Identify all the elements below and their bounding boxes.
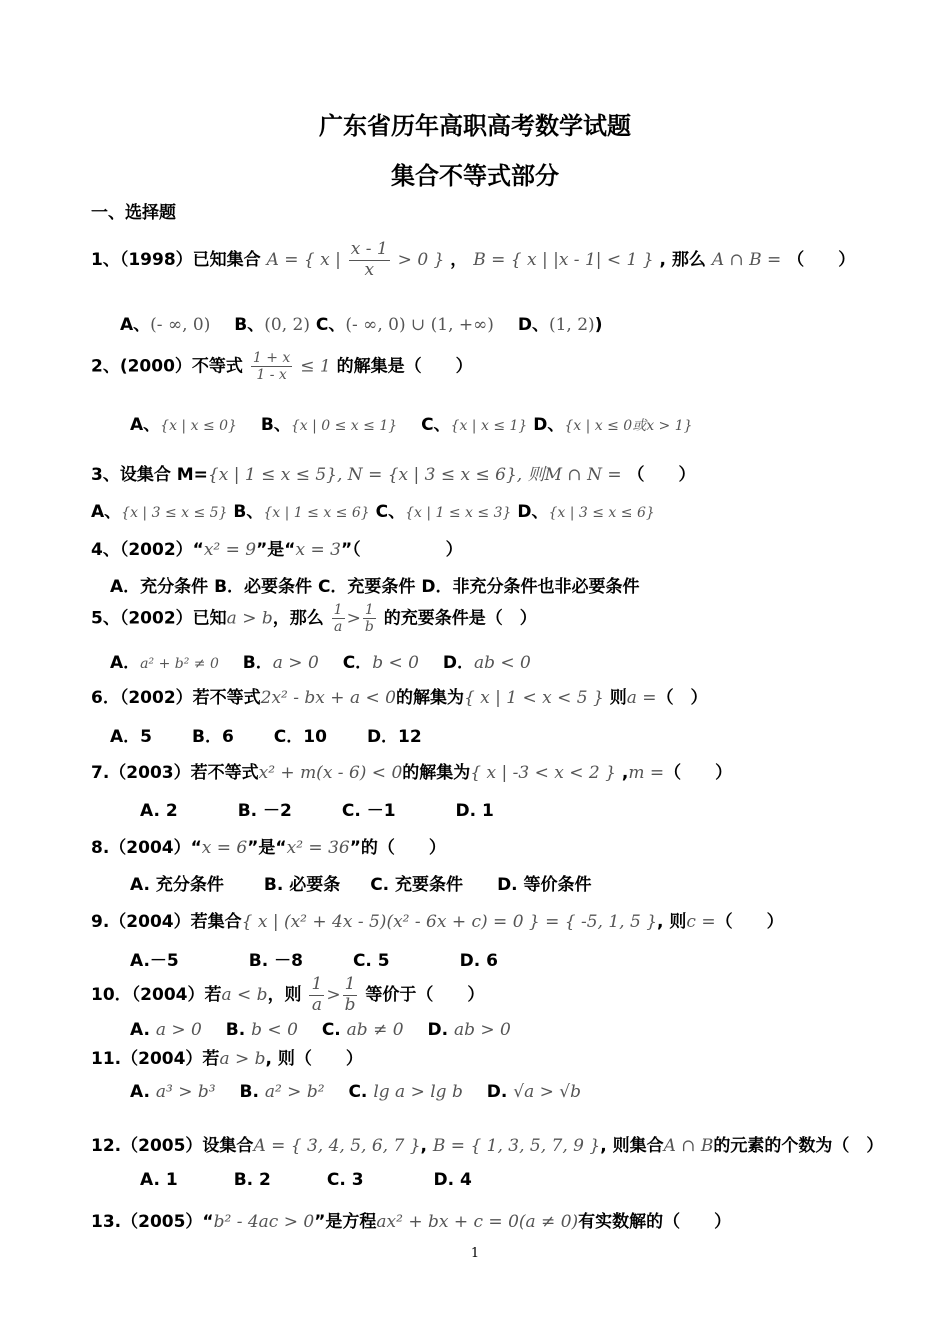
question-2-options [130,410,693,435]
q12-opt-b: B. 2 [233,1170,271,1190]
q9-prefix: 9.（2004）若集合 [91,912,242,932]
q6-mid: 的解集为 [395,688,464,708]
q8-opt-c: C. 充要条件 [370,875,464,895]
q6-math-1: 2x² - bx + a < 0 [260,688,396,708]
q1-paren: （ ） [787,250,856,271]
q4-mid: ”是“ [256,540,296,560]
q11-prefix: 11.（2004）若 [91,1049,220,1069]
q9-math-1: { x | (x² + 4x - 5)(x² - 6x + c) = 0 } = { -5, 1, 5 } [241,912,658,932]
question-8 [91,833,446,858]
q10-opt-a: a > 0 [155,1020,202,1040]
q4-math-1: x² = 9 [203,540,257,560]
q1-opt-c: (- ∞, 0) ∪ (1, +∞) [345,315,494,335]
q2-relation: ≤ 1 [300,356,331,377]
q6-opt-c: C．10 [273,727,327,747]
q10-frac1-num: 1 [311,974,323,994]
q5-gt: > [346,608,361,629]
question-9-options [130,946,498,971]
q10-opt-b: b < 0 [251,1020,298,1040]
q5-frac1-num: 1 [333,602,343,618]
q11-opt-c-label: C. [348,1082,368,1102]
q11-opt-b-label: B. [239,1082,259,1102]
q10-opt-a-label: A. [130,1020,150,1040]
q12-math-2: B = { 1, 3, 5, 7, 9 } [432,1136,601,1156]
q11-suffix: , 则（ ） [265,1049,363,1069]
question-10 [91,975,484,1015]
q12-opt-a: A. 1 [140,1170,178,1190]
question-10-options [130,1020,511,1040]
q3-opt-a-label: A、 [91,502,122,522]
q3-prefix: 3、设集合 M= [91,465,208,485]
q3-math: {x | 1 ≤ x ≤ 5}, N = {x | 3 ≤ x ≤ 6}, 则M ∩ N = [207,465,622,485]
q2-opt-c: {x | x ≤ 1} [450,418,528,434]
question-1 [91,240,855,280]
q1-frac-num: x - 1 [350,239,388,259]
q6-math-2: { x | 1 < x < 5 } [463,688,604,708]
q12-suffix: 的元素的个数为（ ） [713,1136,884,1156]
question-7-options [140,796,494,821]
question-4 [91,535,463,560]
q9-opt-c: C. 5 [352,951,390,971]
q2-frac-num: 1 + x [252,350,291,366]
q6-math-3: a = [626,688,657,708]
q2-opt-d: {x | x ≤ 0或x > 1} [564,418,693,434]
q5-suffix: 的充要条件是（ ） [383,608,537,629]
q11-opt-a: a³ > b³ [155,1082,216,1102]
question-6-options [110,722,422,747]
q5-opt-a: a² + b² ≠ 0 [140,656,219,672]
q10-frac2-num: 1 [344,974,356,994]
q1-opt-d: (1, 2) [548,315,595,335]
q5-opt-a-label: A． [110,653,141,673]
q10-suffix: 等价于（ ） [365,985,485,1006]
q4-prefix: 4、（2002）“ [91,540,204,560]
q13-math-1: b² - 4ac > 0 [213,1212,315,1232]
q2-opt-d-label: D、 [533,415,565,435]
q5-opt-c-label: C． [342,653,373,673]
q5-mid: ，那么 [272,608,324,629]
q7-math-2: { x | -3 < x < 2 } [470,763,616,783]
q10-opt-b-label: B. [225,1020,246,1040]
q1-set-b: B = { x | |x - 1| < 1 } [473,250,654,271]
q2-fraction [251,350,292,383]
q6-suffix: （ ） [656,688,708,708]
q3-opt-c-label: C、 [375,502,406,522]
question-5-options [110,648,531,673]
question-2 [91,350,473,383]
q9-opt-a: A.－5 [130,951,179,971]
q7-mid: 的解集为 [402,763,471,783]
q1-comma: ， [450,250,468,271]
q3-opt-b: {x | 1 ≤ x ≤ 6} [263,505,370,521]
question-11-options [130,1082,581,1102]
q7-opt-b: B. －2 [237,801,292,821]
q11-opt-d: √a > √b [513,1082,581,1102]
q9-math-2: c = [686,912,716,932]
q11-opt-d-label: D. [486,1082,508,1102]
q2-opt-a-label: A、 [130,415,161,435]
q8-opt-b: B. 必要条 [263,875,341,895]
question-7 [91,758,732,783]
q11-opt-a-label: A. [130,1082,150,1102]
question-12 [91,1131,883,1156]
q8-math-2: x² = 36 [286,838,350,858]
q1-opt-a: (- ∞, 0) [150,315,211,335]
q13-math-2: ax² + bx + c = 0(a ≠ 0) [376,1212,579,1232]
q2-suffix: 的解集是（ ） [336,356,473,377]
q1-opt-b: (0, 2) [264,315,310,335]
q12-mid-2: , 则集合 [600,1136,664,1156]
q12-mid: , [420,1136,427,1156]
q5-prefix: 5、（2002）已知 [91,608,227,629]
q1-set-a-pre: A = { x | [266,250,341,271]
question-1-options [120,310,602,335]
q1-set-a-post: > 0 } [397,250,445,271]
q5-opt-d-label: D． [442,653,474,673]
q2-opt-b: {x | 0 ≤ x ≤ 1} [290,418,398,434]
q7-opt-d: D. 1 [455,801,494,821]
q4-math-2: x = 3 [295,540,341,560]
page-number: 1 [470,1246,480,1261]
q12-math-3: A ∩ B [663,1136,714,1156]
q1-prefix: 1、（1998）已知集合 [91,250,261,271]
q10-mid: ，则 [267,985,302,1006]
q7-suffix: （ ） [664,763,733,783]
q11-math-1: a > b [219,1049,266,1069]
question-5 [91,602,537,635]
q5-opt-c: b < 0 [372,653,419,673]
q4-suffix: ”（ ） [340,540,463,560]
q13-prefix: 13.（2005）“ [91,1212,214,1232]
q1-opt-c-label: C、 [315,315,346,335]
q2-prefix: 2、(2000）不等式 [91,356,243,377]
q11-opt-c: lg a > lg b [373,1082,463,1102]
q7-prefix: 7.（2003）若不等式 [91,763,259,783]
q1-suffix: , 那么 [659,250,706,271]
q10-opt-c: ab ≠ 0 [346,1020,404,1040]
question-13 [91,1207,731,1232]
q1-opt-d-close: ) [594,315,603,335]
q3-opt-a: {x | 3 ≤ x ≤ 5} [121,505,228,521]
q6-mid-2: 则 [609,688,627,708]
q13-suffix: 有实数解的（ ） [578,1212,732,1232]
question-12-options [140,1170,472,1190]
question-3 [91,460,696,485]
q2-opt-c-label: C、 [421,415,451,435]
q12-prefix: 12.（2005）设集合 [91,1136,254,1156]
q1-opt-a-label: A、 [120,315,151,335]
q1-opt-d-label: D、 [517,315,549,335]
q13-mid: ”是方程 [314,1212,377,1232]
q8-opt-d: D. 等价条件 [497,875,592,895]
question-6 [91,683,708,708]
q1-intersection: A ∩ B = [711,250,782,271]
q10-opt-d: ab > 0 [453,1020,511,1040]
q2-frac-den: 1 - x [256,367,287,384]
q10-prefix: 10．（2004）若 [91,985,222,1006]
question-3-options [91,497,655,522]
q11-opt-b: a² > b² [264,1082,325,1102]
q2-opt-b-label: B、 [260,415,291,435]
q10-opt-d-label: D. [427,1020,449,1040]
q5-fraction-2 [363,602,376,635]
q5-opt-b-label: B． [242,653,273,673]
q7-opt-c: C. －1 [341,801,396,821]
question-9 [91,907,784,932]
q10-fraction-1 [309,975,324,1015]
q6-prefix: 6．（2002）若不等式 [91,688,261,708]
q5-frac1-den: a [333,619,343,636]
q10-gt: > [326,985,341,1006]
q3-opt-c: {x | 1 ≤ x ≤ 3} [405,505,512,521]
q10-opt-c-label: C. [321,1020,341,1040]
q9-opt-d: D. 6 [459,951,498,971]
question-4-options: A．充分条件 B．必要条件 C．充要条件 D．非充分条件也非必要条件 [110,577,640,597]
q9-suffix: （ ） [715,912,784,932]
q8-math-1: x = 6 [201,838,248,858]
question-8-options [130,870,592,895]
q3-opt-d: {x | 3 ≤ x ≤ 6} [548,505,655,521]
q5-fraction-1 [332,602,345,635]
q1-frac-den: x [364,259,375,280]
q8-suffix: ”的（ ） [349,838,446,858]
q5-frac2-num: 1 [364,602,374,618]
q10-frac2-den: b [344,994,356,1015]
q3-opt-d-label: D、 [517,502,549,522]
q9-mid: , 则 [657,912,687,932]
q8-mid: ”是“ [247,838,287,858]
q8-prefix: 8.（2004）“ [91,838,202,858]
q6-opt-a: A．5 [110,727,152,747]
q7-math-1: x² + m(x - 6) < 0 [258,763,403,783]
question-11 [91,1044,363,1069]
q5-opt-d: ab < 0 [473,653,531,673]
q12-opt-d: D. 4 [433,1170,472,1190]
q7-opt-a: A. 2 [140,801,178,821]
q2-opt-a: {x | x ≤ 0} [160,418,237,434]
q6-opt-d: D．12 [366,727,422,747]
q12-opt-c: C. 3 [326,1170,364,1190]
q10-fraction-2 [343,975,358,1015]
section-heading: 一、选择题 [91,203,176,223]
q12-math-1: A = { 3, 4, 5, 6, 7 } [253,1136,421,1156]
q5-opt-b: a > 0 [272,653,319,673]
q10-frac1-den: a [311,994,322,1015]
q3-suffix: （ ） [627,465,696,485]
q1-opt-b-label: B、 [234,315,265,335]
q6-opt-b: B．6 [192,727,234,747]
q3-opt-b-label: B、 [233,502,264,522]
q1-fraction [349,240,390,280]
q7-math-3: m = [628,763,665,783]
document-title: 广东省历年高职高考数学试题 [319,112,631,140]
q5-math-1: a > b [226,608,273,629]
document-subtitle: 集合不等式部分 [391,162,559,190]
q5-frac2-den: b [364,619,374,636]
q9-opt-b: B. －8 [248,951,303,971]
q10-math-1: a < b [221,985,268,1006]
q8-opt-a: A. 充分条件 [130,875,224,895]
q7-mid-2: , [621,763,629,783]
